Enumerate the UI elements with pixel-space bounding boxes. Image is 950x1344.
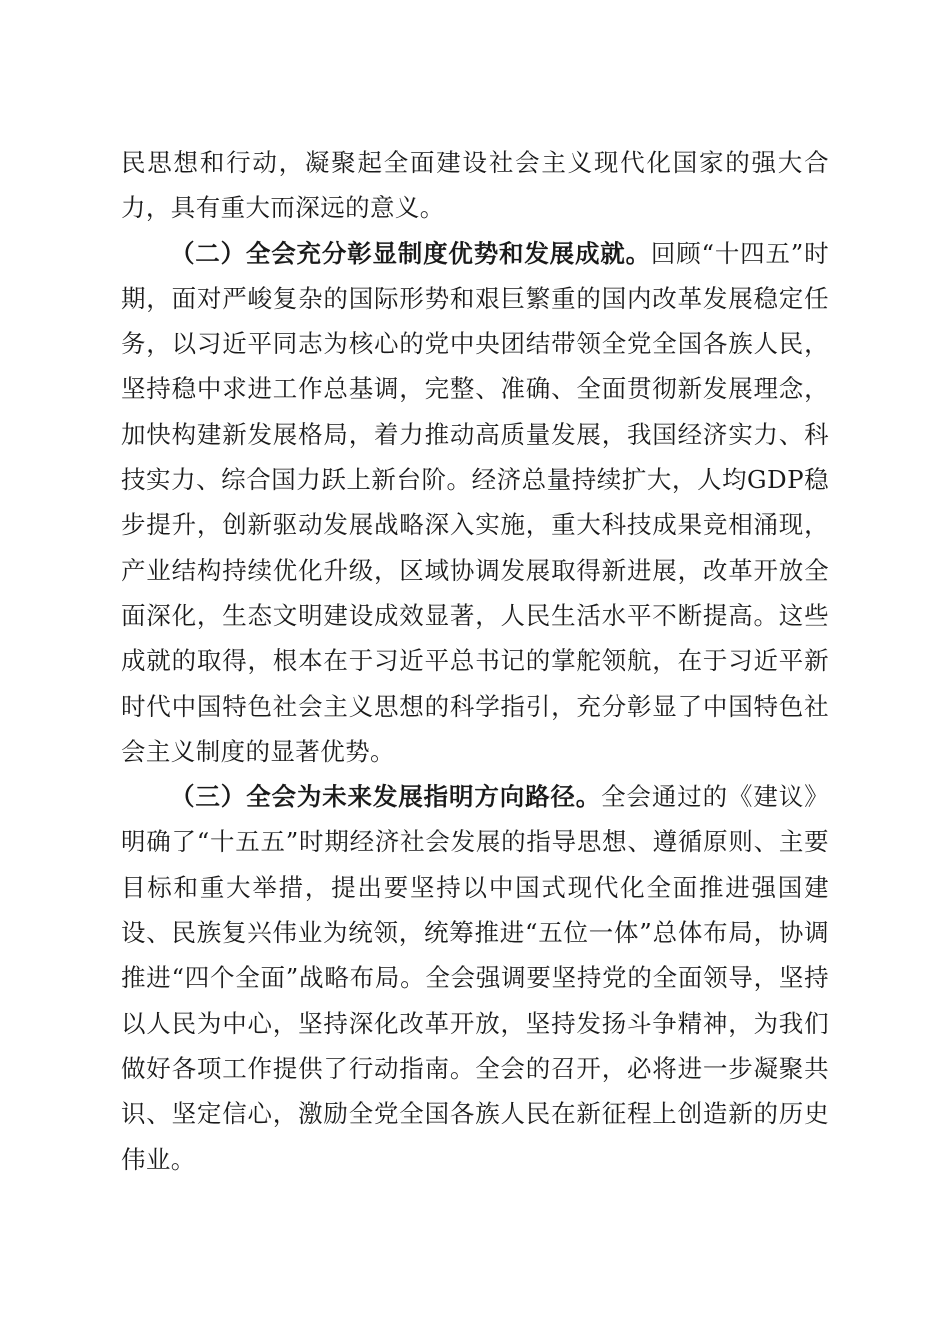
paragraph-continuation	[121, 140, 829, 231]
document-body	[121, 140, 829, 1182]
paragraph-section-3	[121, 774, 829, 1182]
section-heading-2: （二）全会充分彰显制度优势和发展成就。	[170, 238, 651, 268]
paragraph-section-2	[121, 231, 829, 775]
paragraph-text: 民思想和行动，凝聚起全面建设社会主义现代化国家的强大合力，具有重大而深远的意义。	[121, 148, 829, 223]
paragraph-text: 回顾“十四五”时期，面对严峻复杂的国际形势和艰巨繁重的国内改革发展稳定任务，以习近平同志为核心的党中央团结带领全党全国各族人民，坚持稳中求进工作总基调，完整、准确、全面贯彻新发展理念，加快构建新发展格局，着力推动高质量发展，我国经济实力、科技实力、综合国力跃上新台阶。经济总量持续扩大，人均GDP稳步提升，创新驱动发展战略深入实施，重大科技成果竞相涌现，产业结构持续优化升级，区域协调发展取得新进展，改革开放全面深化，生态文明建设成效显著，人民生活水平不断提高。这些成就的取得，根本在于习近平总书记的掌舵领航，在于习近平新时代中国特色社会主义思想的科学指引，充分彰显了中国特色社会主义制度的显著优势。	[121, 238, 829, 766]
paragraph-text: 全会通过的《建议》明确了“十五五”时期经济社会发展的指导思想、遵循原则、主要目标和重大举措，提出要坚持以中国式现代化全面推进强国建设、民族复兴伟业为统领，统筹推进“五位一体”总体布局，协调推进“四个全面”战略布局。全会强调要坚持党的全面领导，坚持以人民为中心，坚持深化改革开放，坚持发扬斗争精神，为我们做好各项工作提供了行动指南。全会的召开，必将进一步凝聚共识、坚定信心，激励全党全国各族人民在新征程上创造新的历史伟业。	[121, 782, 829, 1174]
section-heading-3: （三）全会为未来发展指明方向路径。	[170, 782, 602, 812]
